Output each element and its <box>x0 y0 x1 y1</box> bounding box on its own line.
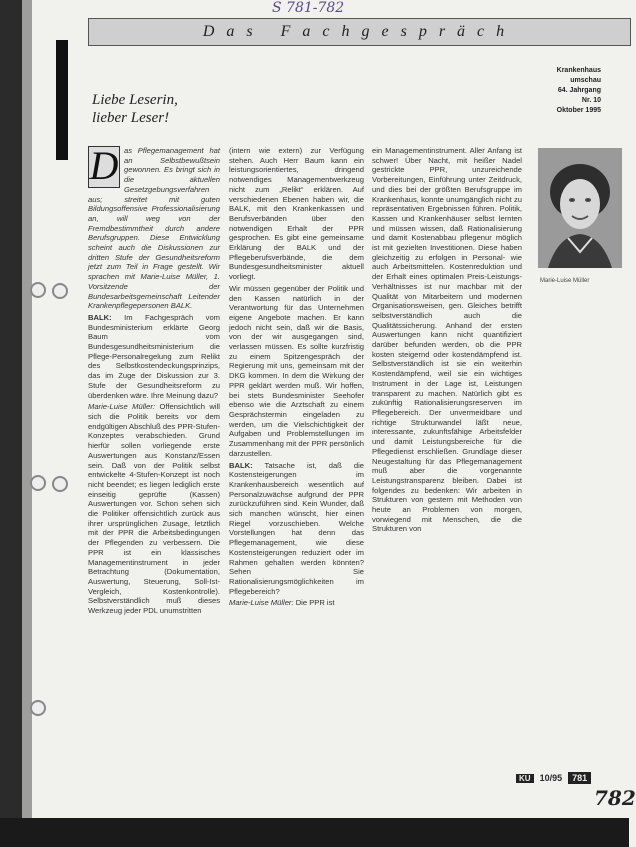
answer-paragraph <box>88 402 220 615</box>
handwritten-page-number: 782 <box>594 786 636 810</box>
section-header: Das Fachgespräch <box>88 18 631 46</box>
magazine-logo: KU <box>516 774 534 783</box>
question-paragraph <box>88 313 220 400</box>
binder-ring-hole <box>30 282 46 298</box>
article-column-1 <box>88 143 220 818</box>
greeting <box>92 91 178 127</box>
scan-edge-bottom <box>0 818 629 847</box>
portrait-image <box>538 148 622 268</box>
binder-ring-hole <box>52 476 68 492</box>
article-column-2 <box>229 146 364 818</box>
issue-line: umschau <box>570 77 601 84</box>
paragraph: Wir müssen gegenüber der Politik und den Kassen natürlich in der Verantwortung für das Unternehmen eigene Angebote machen. Er kann jedoch nicht sein, daß wir die Basis, von der wir ausgegangen sind, verlassen müssen. Es sollte kurzfristig zu einem Spitzengespräch der Regierung mit uns, gemeinsam mit der DKG kommen. In dem die Wirkung der PPR geklärt werden muß. Wir hoffen, bei stets Bundesminister Seehofer ebenso wie die Arztschaft zu einem Gesprächstermin eingeladen zu werden, um die Vielschichtigkeit der Aufgaben und Problemstellungen im Zusammenhang mit der PPR persönlich darzustellen. <box>229 283 364 458</box>
paragraph-text: Offensichtlich will sich die Politik bereits vor dem endgültigen Abschluß des PPR-Stufen-Konzeptes verabschieden. Grund hierfür sollen vorliegende erste Auswertungen aus Konstanz/Essen sein. Daß von der Politik selbst entwickelte 4-Stufen-Konzept ist noch nicht beendet; es liegen lediglich erste einseitig geprüfte (Kassen) Auswertungen vor. Schon sehen sich die Politiker offensichtlich zurück aus ihrer ursprünglichen Zusage, letztlich mit der PPR die Arbeitsbedingungen der Pflegenden zu verbessern. Die PPR ist ein klassisches Managementinstrument in jeder Betrachtung (Dokumentation, Auswertung, Steuerung, Soll-Ist-Vergleich, Kostenkontrolle). Selbstverständlich muß dieses Werkzeug jeder PDL unumstritten <box>88 402 220 616</box>
speaker-label: BALK: <box>88 312 112 322</box>
scan-edge-left <box>0 0 22 847</box>
greeting-line: Liebe Leserin, <box>92 92 178 108</box>
answer-paragraph <box>229 598 364 608</box>
binder-ring-hole <box>30 475 46 491</box>
greeting-line: lieber Leser! <box>92 110 170 126</box>
paragraph: (intern wie extern) zur Verfügung stehen. Auch Herr Baum kann ein leistungsorientiertes, dringend notwendiges Managementwerkzeug nicht zum „Relikt“ erklären. Auf verschiedenen Ebenen haben wir, die BALK, mit den Krankenkassen und Berufsverbänden über den notwendigen Erhalt der PPR gesprochen. Es gibt eine gemeinsame Erklärung der BALK und der Pflegeberufsverbände, die dem Bundesgesundheitsminister aktuell vorliegt. <box>229 146 364 282</box>
issue-line: Nr. 10 <box>581 97 601 104</box>
paragraph-text: Im Fachgespräch vom Bundesministerium erklärte Georg Baum vom Bundesgesundheitsministerium die Pflege-Personalregelung zum Relikt des Selbstkostendeckungsprinzips, das im Zuge der Diskussion zur 3. Stufe der Gesundheitsreform zu überdenken wäre. Ihre Meinung dazu? <box>88 312 220 400</box>
photo-caption: Marie-Luise Müller <box>540 278 590 284</box>
page-number: 781 <box>568 772 591 784</box>
intro-text: as Pflegemanagement hat an Selbstbewußtsein gewonnen. Es bringt sich in die aktuellen Gesetzgebungsverfahren aus; streitet mit guten Bildungsoffensive Professionalisierung an, will weg von der Fremdbestimmtheit durch andere Berufsgruppen. Diese Entwicklung scheint auch die Diskussionen zur dritten Stufe der Gesundheitsreform jetzt zum Teil in Frage gestellt. Wir sprachen mit Marie-Luise Müller, 1. Vorsitzende der Bundesarbeitsgemeinschaft Leitender Krankenpflegepersonen BALK. <box>88 146 220 311</box>
drop-cap: D <box>89 143 119 188</box>
scan-edge-shadow <box>22 0 32 847</box>
speaker-label: Marie-Luise Müller: <box>88 402 155 412</box>
paragraph: ein Managementinstrument. Aller Anfang ist schwer! Über Nacht, mit heißer Nadel gestrickte PPR, unzureichende Vorbereitungen, Einführung unter Zeitdruck, und dies bei der größten Berufsgruppe im Krankenhaus, konnte unumgänglich nicht zu repräsentativen Ergebnissen führen. Politik, Kassen und Krankenhäuser selbst lernten und müssen wissen, daß Rationalisierung und damit Kostenabbau pflegenur möglich ist mit gezielten Investitionen. Diese haben gleichzeitig zu erfolgen in Personal- wie auch Arbeitsmittelen. Kostenreduktion und der Erhalt eines optimalen Preis-Leistungs-Verhältnisses ist nur machbar mit der Qualität von Mitarbeitern und modernen Organisationsweisen, gen. Gleiches betrifft selbstverständlich auch die Qualitätssicherung. Anhand der ersten Auswertungen kann nicht quantifiziert darüber befunden werden, ob die PPR kosten steigernd oder kostendämpfend ist. Selbstverständlich ist sie ein weiterhin Kostendämpfend, weil sie ein wichtiges Instrument in der Lage ist, Leistungen transparent zu machen. Natürlich gibt es zukünftig Rationalisierungsreserven im Pflegebereich. Der unvermeidbare und richtige Strukturwandel läßt neue, interessante, zukunftsfähige Arbeitsfelder und damit Leistungsbereiche für die Pflegedienst erschließen. Grundlage dieser Neugestaltung für das Pflegemanagement muß aber die vorgenannte Leistungstransparenz bleiben. Dabei ist folgendes zu bedenken: Wir arbeiten in Strukturen von gestern mit Methoden von heute an Problemen von morgen, vorwiegend mit Menschen, die die Strukturen von <box>372 146 522 534</box>
article-column-3 <box>372 146 522 768</box>
binder-ring-hole <box>52 283 68 299</box>
speaker-label: BALK: <box>229 460 253 470</box>
handwritten-page-ref: S 781-782 <box>272 0 345 16</box>
question-paragraph <box>229 461 364 597</box>
portrait-photo <box>538 148 622 268</box>
issue-number: 10/95 <box>539 773 563 783</box>
article-intro <box>88 143 220 311</box>
binder-ring-hole <box>30 700 46 716</box>
issue-line: Krankenhaus <box>556 67 601 74</box>
binding-mark <box>56 40 68 160</box>
paragraph-text: Tatsache ist, daß die Kostensteigerungen im Krankenhausbereich wesentlich auf Personalzuwächse aufgrund der PPR zurückzuführen sind. Kein Wunder, daß sich manchen wünscht, hier einen Riegel vorzuschieben. Welche Vorstellungen hat denn das Pflegemanagement, wie diese Kostensteigerungen reduziert oder im Rahmen gehalten werden könnten? Sehen Sie Rationalisierungsmöglichkeiten im Pflegebereich? <box>229 460 364 596</box>
issue-line: Oktober 1995 <box>556 107 601 114</box>
issue-line: 64. Jahrgang <box>557 87 601 94</box>
page-footer <box>516 772 591 784</box>
issue-info <box>557 66 601 116</box>
paragraph-text: Die PPR ist <box>295 598 335 608</box>
speaker-label: Marie-Luise Müller: <box>229 598 294 608</box>
